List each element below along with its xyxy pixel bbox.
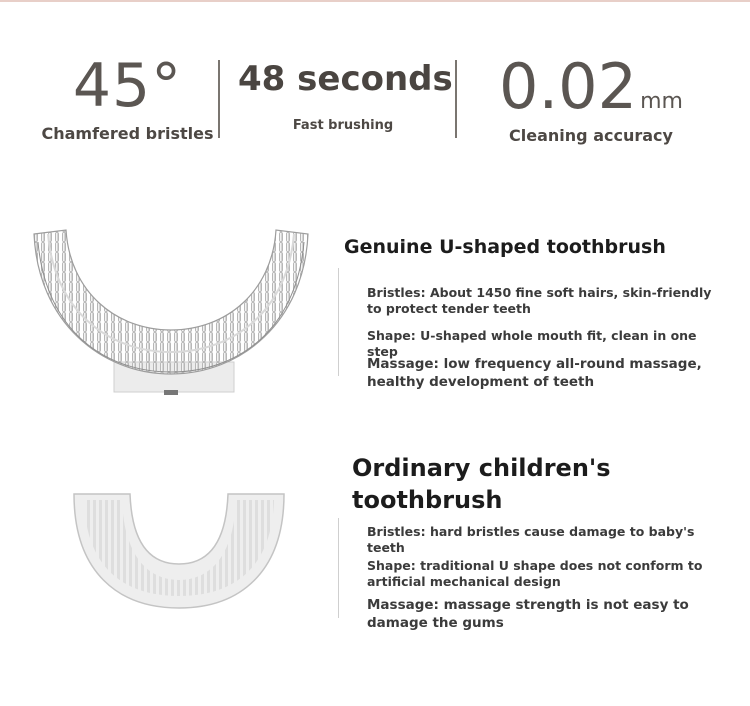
ordinary-title: Ordinary children's toothbrush (352, 454, 611, 514)
stat-accuracy-number: 0.02 (499, 50, 638, 123)
genuine-feature-massage: Massage: low frequency all-round massage, healthy development of teeth (367, 356, 702, 390)
stat-time-label: Fast brushing (292, 118, 394, 133)
ordinary-feature-massage: Massage: massage strength is not easy to damage the gums (367, 597, 689, 631)
stat-divider (455, 60, 457, 138)
stat-angle (40, 51, 215, 143)
stat-angle-value: 45° (72, 51, 183, 121)
ordinary-feature-bar (338, 518, 339, 618)
stat-time-value: 48 seconds (238, 59, 453, 99)
stat-accuracy-unit: mm (640, 89, 683, 114)
stat-divider (218, 60, 220, 138)
stat-accuracy (476, 50, 706, 145)
genuine-title: Genuine U-shaped toothbrush (344, 236, 666, 258)
ordinary-toothbrush-image (68, 484, 290, 614)
stat-angle-label: Chamfered bristles (41, 124, 214, 143)
top-accent-line (0, 0, 750, 2)
ordinary-feature-shape: Shape: traditional U shape does not conform to artificial mechanical design (367, 558, 703, 589)
stat-time (238, 59, 453, 133)
stat-accuracy-value (476, 50, 706, 123)
genuine-feature-bristles: Bristles: About 1450 fine soft hairs, skin-friendly to protect tender teeth (367, 285, 712, 316)
ordinary-feature-bristles: Bristles: hard bristles cause damage to baby's teeth (367, 524, 695, 555)
stat-accuracy-label: Cleaning accuracy (509, 126, 673, 145)
genuine-feature-shape: Shape: U-shaped whole mouth fit, clean in one step (367, 328, 697, 359)
genuine-feature-bar (338, 268, 339, 376)
genuine-toothbrush-image (26, 222, 316, 402)
